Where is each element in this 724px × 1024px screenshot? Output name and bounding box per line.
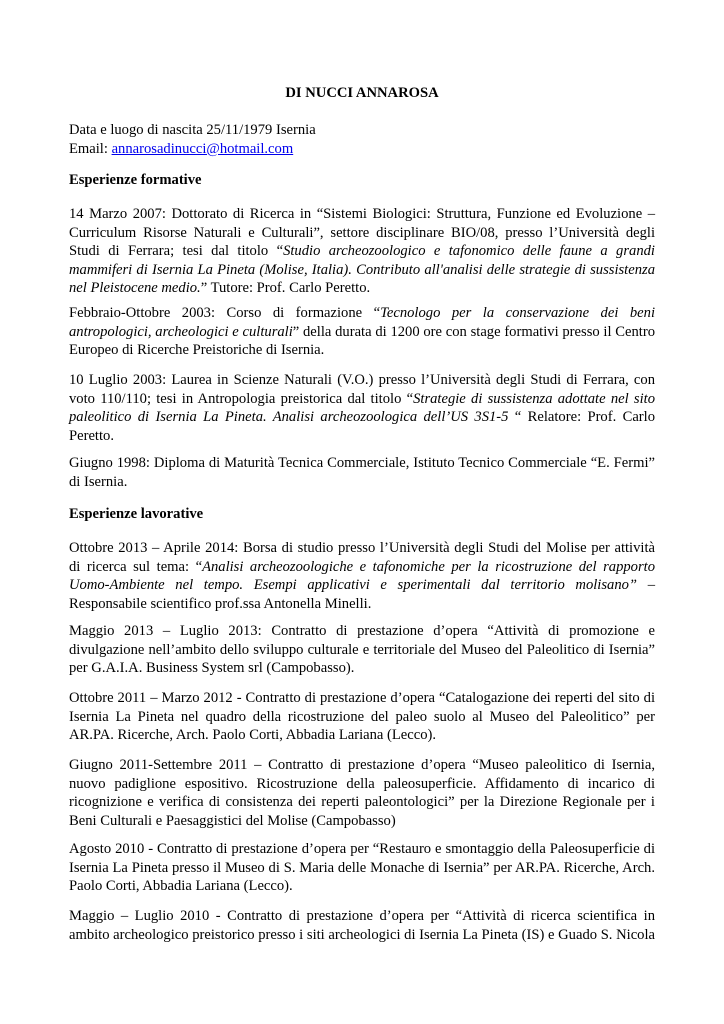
work-entry-arpa-2010: Agosto 2010 - Contratto di prestazione d’opera per “Restauro e smontaggio della Paleosuperficie di Isernia La Pineta presso il Museo di S. Maria delle Monache di Isernia” per AR.PA. Ricerche, Arch. Paolo Corti, Abbadia Lariana (Lecco). (69, 841, 655, 894)
section-heading-lavorative: Esperienze lavorative (69, 506, 204, 522)
thesis-title: Strategie di sussistenza adottate nel sito paleolitico di Isernia La Pineta. Analisi archeozoologica dell’US 3S1-5 (69, 390, 655, 425)
research-topic: Analisi archeozoologiche e tafonomiche per la ricostruzione del rapporto Uomo-Ambiente nel tempo. Esempi applicativi e sperimentali dal territorio molisano” (69, 558, 655, 593)
formative-entry-diploma: Giugno 1998: Diploma di Maturità Tecnica Commerciale, Istituto Tecnico Commerciale “E. Fermi” di Isernia. (69, 455, 655, 490)
email-label: Email: (69, 140, 112, 157)
entry-text: Febbraio-Ottobre 2003: Corso di formazione “ (69, 305, 381, 321)
work-entry-gaia: Maggio 2013 – Luglio 2013: Contratto di prestazione d’opera “Attività di promozione e divulgazione nell’ambito dello sviluppo culturale e territoriale del Museo del Paleolitico di Isernia” per G.A.I.A. Business System srl (Campobasso). (69, 623, 655, 676)
formative-entry-doctorate (69, 205, 655, 298)
entry-text: ” Tutore: Prof. Carlo Peretto. (200, 280, 371, 296)
course-title: Tecnologo per la conservazione dei beni antropologici, archeologici e culturali (69, 305, 655, 340)
work-entry-scholarship (69, 539, 655, 613)
thesis-title: Studio archeozoologico e tafonomico delle faune a grandi mammiferi di Isernia La Pineta (Molise, Italia). Contributo all'analisi delle strategie di sussistenza nel Pleistocene medio. (69, 243, 655, 296)
entry-text: “ Relatore: Prof. Carlo Peretto. (69, 409, 656, 444)
work-entry-arpa-2011: Ottobre 2011 – Marzo 2012 - Contratto di prestazione d’opera “Catalogazione dei reperti del sito di Isernia La Pineta nel quadro della ricostruzione del paleo suolo al Museo del Paleolitico” per AR.PA. Ricerche, Arch. Paolo Corti, Abbadia Lariana (Lecco). (69, 690, 655, 743)
section-heading-formative: Esperienze formative (69, 172, 202, 188)
entry-text: – Responsabile scientifico prof.ssa Antonella Minelli. (69, 577, 655, 612)
cv-name-title: DI NUCCI ANNAROSA (285, 85, 439, 101)
entry-text: 10 Luglio 2003: Laurea in Scienze Naturali (V.O.) presso l’Università degli Studi di Ferrara, con voto 110/110; tesi in Antropologia preistorica dal titolo “ (69, 372, 655, 407)
birth-info: Data e luogo di nascita 25/11/1979 Isernia (69, 122, 316, 138)
entry-text: Ottobre 2013 – Aprile 2014: Borsa di studio presso l’Università degli Studi del Molise per attività di ricerca sul tema: “ (69, 540, 655, 575)
email-line (69, 140, 655, 159)
work-entry-direzione-regionale: Giugno 2011-Settembre 2011 – Contratto di prestazione d’opera “Museo paleolitico di Isernia, nuovo padiglione espositivo. Ricostruzione della paleosuperficie. Affidamento di incarico di ricognizione e verifica di consistenza dei reperti paleontologici” per la Direzione Regionale per i Beni Culturali e Paesaggistici del Molise (Campobasso) (69, 757, 655, 829)
work-entry-ricerca-2010: Maggio – Luglio 2010 - Contratto di prestazione d’opera per “Attività di ricerca scientifica in ambito archeologico preistorico presso i siti archeologici di Isernia La Pineta (IS) e Guado S. Nicola (69, 908, 656, 943)
formative-entry-degree (69, 371, 655, 445)
personal-info (69, 121, 655, 158)
entry-text: 14 Marzo 2007: Dottorato di Ricerca in “Sistemi Biologici: Struttura, Funzione ed Evoluzione – Curriculum Risorse Naturali e Culturali”, settore disciplinare BIO/08, presso l’Università degli Studi di Ferrara; tesi dal titolo “ (69, 206, 655, 259)
email-link[interactable]: annarosadinucci@hotmail.com (111, 140, 294, 157)
entry-text: ” della durata di 1200 ore con stage formativi presso il Centro Europeo di Ricerche Preistoriche di Isernia. (69, 323, 655, 358)
formative-entry-course (69, 304, 655, 360)
